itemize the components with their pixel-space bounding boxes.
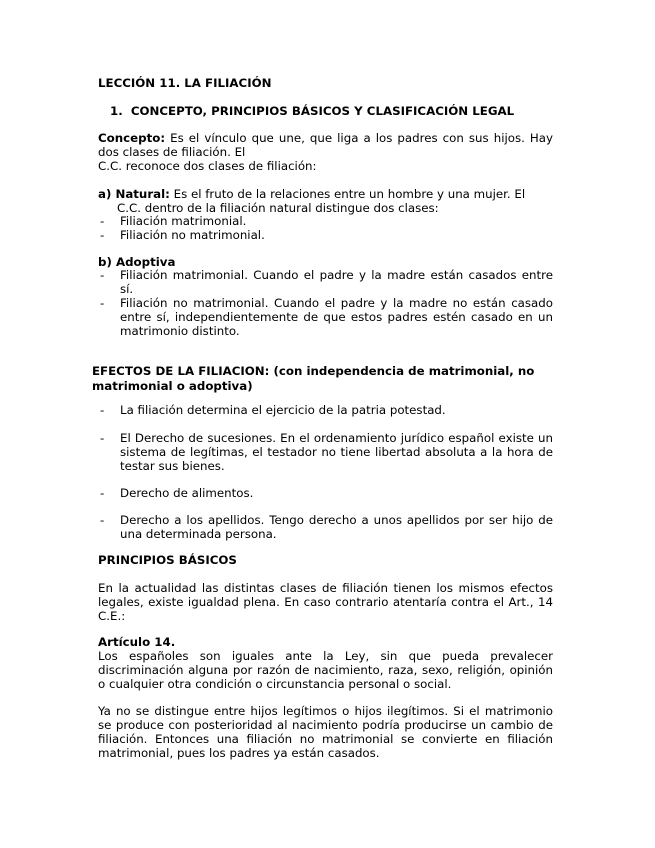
section-number: 1. [110, 104, 123, 118]
bullet-dash: - [100, 403, 105, 417]
bullet-dash: - [100, 228, 105, 242]
lesson-title: LECCIÓN 11. LA FILIACIÓN [98, 76, 272, 90]
concepto-text-2: C.C. reconoce dos clases de filiación: [98, 159, 317, 173]
bullet-dash: - [100, 431, 105, 445]
natural-item-2: Filiación no matrimonial. [120, 228, 265, 242]
concepto-label: Concepto: [98, 131, 166, 145]
bullet-dash: - [100, 214, 105, 228]
adoptiva-item-2: Filiación no matrimonial. Cuando el padre y la madre no están casado entre sí, independientemente de que estos padres estén casado en un matrimonio distinto. [120, 296, 553, 338]
concepto-paragraph [98, 131, 553, 159]
adoptiva-label: b) Adoptiva [98, 255, 176, 269]
efectos-heading: EFECTOS DE LA FILIACION: (con independencia de matrimonial, no matrimonial o adoptiva) [92, 364, 535, 393]
efectos-item-1: La filiación determina el ejercicio de la patria potestad. [120, 403, 446, 417]
bullet-dash: - [100, 268, 105, 282]
adoptiva-item-1: Filiación matrimonial. Cuando el padre y la madre están casados entre sí. [120, 268, 553, 296]
bullet-dash: - [100, 486, 105, 500]
bullet-dash: - [100, 513, 105, 527]
section-title: CONCEPTO, PRINCIPIOS BÁSICOS Y CLASIFICACIÓN LEGAL [130, 104, 515, 118]
efectos-item-2: El Derecho de sucesiones. En el ordenamiento jurídico español existe un sistema de legítimas, el testador no tiene libertad absoluta a la hora de testar sus bienes. [120, 431, 553, 473]
bullet-dash: - [100, 296, 105, 310]
natural-label: a) Natural: [98, 187, 170, 201]
natural-item-1: Filiación matrimonial. [120, 214, 247, 228]
article-label: Artículo 14. [98, 635, 176, 649]
principios-paragraph-2: Ya no se distingue entre hijos legítimos o hijos ilegítimos. Si el matrimonio se produce con posterioridad al nacimiento podría producirse un cambio de filiación. Entonces una filiación no matrimonial se convierte en filiación matrimonial, pues los padres ya están casados. [98, 704, 553, 760]
natural-text: Es el fruto de la relaciones entre un hombre y una mujer. El [173, 187, 526, 201]
efectos-item-3: Derecho de alimentos. [120, 486, 254, 500]
concepto-text: Es el vínculo que une, que liga a los padres con sus hijos. Hay dos clases de filiación. El [98, 131, 554, 159]
natural-text-2: C.C. dentro de la filiación natural distingue dos clases: [117, 201, 439, 215]
principios-heading: PRINCIPIOS BÁSICOS [98, 553, 237, 567]
natural-paragraph [98, 187, 553, 201]
efectos-item-4: Derecho a los apellidos. Tengo derecho a unos apellidos por ser hijo de una determinada persona. [120, 513, 553, 541]
section-heading [110, 104, 514, 118]
principios-paragraph-1: En la actualidad las distintas clases de filiación tienen los mismos efectos legales, existe igualdad plena. En caso contrario atentaría contra el Art., 14 C.E.: [98, 581, 553, 623]
article-text: Los españoles son iguales ante la Ley, sin que pueda prevalecer discriminación alguna por razón de nacimiento, raza, sexo, religión, opinión o cualquier otra condición o circunstancia personal o social. [98, 649, 553, 691]
